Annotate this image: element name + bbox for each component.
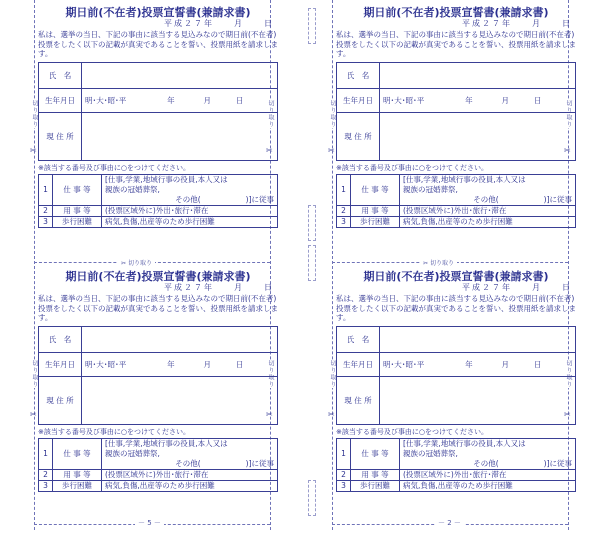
scissors-icon: ✂ [266,146,273,155]
birth-month-unit: 月 [203,95,212,105]
cut-label: 切り取り [31,360,38,388]
reason-row[interactable] [337,438,576,469]
cut-label: 切り取り [31,100,38,128]
reason-number: 3 [39,480,53,491]
reason-label: 用 事 等 [53,205,102,216]
page-number-left: － 5 － [135,518,164,528]
scissors-icon: ✂ [328,410,335,419]
birthdate-label: 生年月日 [39,352,82,376]
form-declaration: 私は、選挙の当日、下記の事由に該当する見込みなので期日前(不在者)投票をしたく以下の記載が真実であることを誓い、投票用紙を請求します。 [336,294,576,322]
birth-day-unit: 日 [533,95,542,105]
reason-text: (投票区域外に)外出･旅行･滞在 [102,469,278,480]
birth-year-unit: 年 [465,95,473,105]
reason-text: [仕事,学業,地域行事の役員,本人又は 親族の冠婚葬祭, その他( )]に従事 [400,438,576,469]
reason-number: 1 [39,174,53,205]
reason-number: 1 [337,438,351,469]
reason-row[interactable] [39,216,278,227]
cut-label-middle: ✂ 切り取り [420,258,457,267]
reason-label: 用 事 等 [351,469,400,480]
scissors-icon: ✂ [328,146,335,155]
form-date: 平成２７年 月 日 [462,283,572,292]
reason-number: 3 [337,480,351,491]
form-title: 期日前(不在者)投票宣誓書(兼請求書) [363,270,549,283]
reason-number: 3 [337,216,351,227]
birth-month-unit: 月 [501,95,510,105]
scissors-icon: ✂ [30,410,37,419]
reason-text: (投票区域外に)外出･旅行･滞在 [102,205,278,216]
reason-row[interactable] [39,205,278,216]
scissors-icon: ✂ [30,146,37,155]
name-field[interactable] [380,62,576,88]
oath-form-bottom-right [336,266,576,521]
reason-row[interactable] [39,469,278,480]
form-title: 期日前(不在者)投票宣誓書(兼請求書) [65,270,251,283]
reason-label: 歩行困難 [53,480,102,491]
form-title: 期日前(不在者)投票宣誓書(兼請求書) [363,6,549,19]
reason-text: [仕事,学業,地域行事の役員,本人又は 親族の冠婚葬祭, その他( )]に従事 [102,438,278,469]
reason-row[interactable] [39,480,278,491]
address-label: 現 住 所 [337,112,380,160]
reason-number: 1 [337,174,351,205]
birth-era-options: 明･大･昭･平 [383,95,425,105]
reason-label: 用 事 等 [53,469,102,480]
reason-label: 歩行困難 [351,216,400,227]
reason-label: 仕 事 等 [53,174,102,205]
cut-label: 切り取り [565,100,572,128]
birthdate-label: 生年月日 [337,88,380,112]
form-date: 平成２７年 月 日 [164,19,274,28]
applicant-info-table [336,62,576,161]
cut-line-center-right [332,0,333,530]
cut-label: 切り取り [329,360,336,388]
reason-row[interactable] [337,174,576,205]
reason-text: 病気,負傷,出産等のため歩行困難 [102,480,278,491]
applicant-info-table [38,326,278,425]
name-label: 氏 名 [337,326,380,352]
birth-day-unit: 日 [235,359,244,369]
reason-number: 3 [39,216,53,227]
applicant-info-table [336,326,576,425]
reason-number: 2 [337,469,351,480]
oath-form-top-right [336,2,576,257]
form-declaration: 私は、選挙の当日、下記の事由に該当する見込みなので期日前(不在者)投票をしたく以下の記載が真実であることを誓い、投票用紙を請求します。 [336,30,576,58]
cut-line-left [34,0,35,530]
scissors-icon: ✂ [564,410,571,419]
address-field[interactable] [82,112,278,160]
address-field[interactable] [82,376,278,424]
gutter-mark [308,205,316,241]
reason-text: 病気,負傷,出産等のため歩行困難 [400,216,576,227]
reason-row[interactable] [337,469,576,480]
oath-form-top-left [38,2,278,257]
birthdate-label: 生年月日 [39,88,82,112]
reason-text: (投票区域外に)外出･旅行･滞在 [400,469,576,480]
address-field[interactable] [380,112,576,160]
reason-number: 2 [39,469,53,480]
reason-label: 仕 事 等 [351,438,400,469]
reason-row[interactable] [337,480,576,491]
reason-number: 2 [39,205,53,216]
oath-form-bottom-left [38,266,278,521]
reason-table [336,174,576,228]
scissors-icon: ✂ [423,260,429,267]
form-date: 平成２７年 月 日 [164,283,274,292]
reason-text: 病気,負傷,出産等のため歩行困難 [102,216,278,227]
birth-era-options: 明･大･昭･平 [85,359,127,369]
cut-label: 切り取り [565,360,572,388]
reason-row[interactable] [39,438,278,469]
reason-label: 歩行困難 [351,480,400,491]
address-field[interactable] [380,376,576,424]
name-field[interactable] [82,326,278,352]
scissors-icon: ✂ [121,260,127,267]
reason-table [38,174,278,228]
birthdate-field[interactable] [380,352,576,376]
reason-row[interactable] [337,216,576,227]
reason-instruction: ※該当する番号及び事由に○をつけてください。 [336,163,488,172]
birthdate-field[interactable] [82,352,278,376]
reason-number: 2 [337,205,351,216]
cut-label-middle: ✂ 切り取り [118,258,155,267]
reason-row[interactable] [337,205,576,216]
reason-row[interactable] [39,174,278,205]
reason-text: (投票区域外に)外出･旅行･滞在 [400,205,576,216]
address-label: 現 住 所 [337,376,380,424]
birth-year-unit: 年 [167,95,175,105]
gutter-mark [308,245,316,281]
applicant-info-table [38,62,278,161]
birth-year-unit: 年 [167,359,175,369]
cut-label: 切り取り [267,100,274,128]
reason-table [336,438,576,492]
form-declaration: 私は、選挙の当日、下記の事由に該当する見込みなので期日前(不在者)投票をしたく以下の記載が真実であることを誓い、投票用紙を請求します。 [38,294,278,322]
birthdate-field[interactable] [380,88,576,112]
reason-label: 仕 事 等 [351,174,400,205]
reason-label: 歩行困難 [53,216,102,227]
name-label: 氏 名 [39,326,82,352]
address-label: 現 住 所 [39,376,82,424]
address-label: 現 住 所 [39,112,82,160]
gutter-mark [308,8,316,44]
birth-year-unit: 年 [465,359,473,369]
form-declaration: 私は、選挙の当日、下記の事由に該当する見込みなので期日前(不在者)投票をしたく以下の記載が真実であることを誓い、投票用紙を請求します。 [38,30,278,58]
reason-instruction: ※該当する番号及び事由に○をつけてください。 [336,427,488,436]
birth-era-options: 明･大･昭･平 [85,95,127,105]
form-title: 期日前(不在者)投票宣誓書(兼請求書) [65,6,251,19]
birthdate-label: 生年月日 [337,352,380,376]
birth-month-unit: 月 [203,359,212,369]
cut-label: 切り取り [267,360,274,388]
reason-text: [仕事,学業,地域行事の役員,本人又は 親族の冠婚葬祭, その他( )]に従事 [400,174,576,205]
reason-label: 用 事 等 [351,205,400,216]
reason-table [38,438,278,492]
birth-month-unit: 月 [501,359,510,369]
scissors-icon: ✂ [564,146,571,155]
birth-day-unit: 日 [235,95,244,105]
cut-label: 切り取り [329,100,336,128]
scissors-icon: ✂ [266,410,273,419]
gutter-mark [308,480,316,516]
name-label: 氏 名 [337,62,380,88]
name-field[interactable] [82,62,278,88]
birthdate-field[interactable] [82,88,278,112]
name-field[interactable] [380,326,576,352]
birth-day-unit: 日 [533,359,542,369]
reason-instruction: ※該当する番号及び事由に○をつけてください。 [38,163,190,172]
form-date: 平成２７年 月 日 [462,19,572,28]
reason-instruction: ※該当する番号及び事由に○をつけてください。 [38,427,190,436]
reason-text: 病気,負傷,出産等のため歩行困難 [400,480,576,491]
reason-label: 仕 事 等 [53,438,102,469]
name-label: 氏 名 [39,62,82,88]
page-number-right: － 2 － [435,518,464,528]
reason-number: 1 [39,438,53,469]
birth-era-options: 明･大･昭･平 [383,359,425,369]
reason-text: [仕事,学業,地域行事の役員,本人又は 親族の冠婚葬祭, その他( )]に従事 [102,174,278,205]
